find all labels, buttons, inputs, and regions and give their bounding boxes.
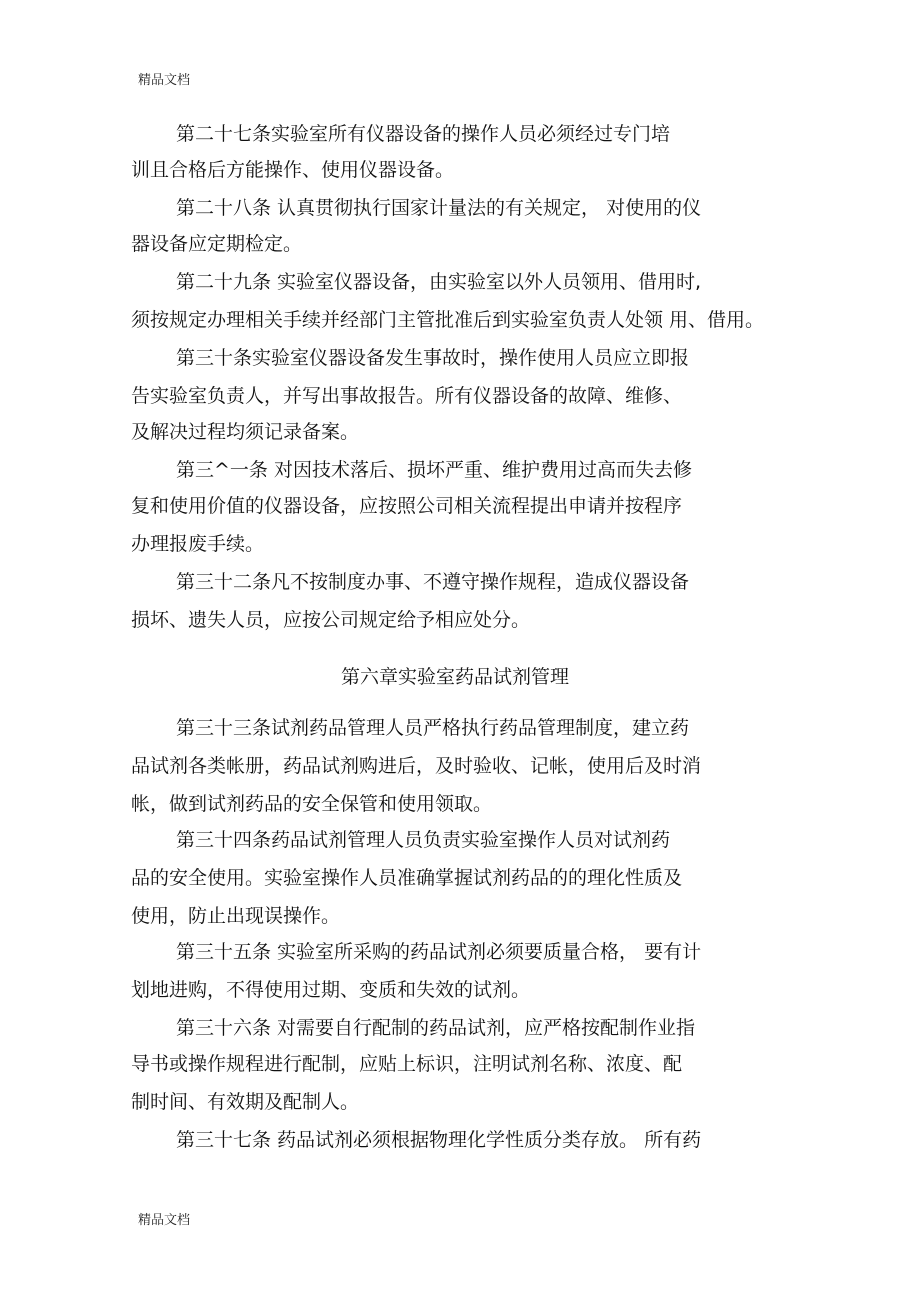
- article-27-line-1: 第二十七条实验室所有仪器设备的操作人员必须经过专门培: [176, 123, 671, 145]
- page-footer-label: 精品文档: [138, 1213, 191, 1228]
- article-28-line-1: 第二十八条 认真贯彻执行国家计量法的有关规定， 对使用的仪: [176, 197, 702, 219]
- chapter-title: 第六章实验室药品试剂管理: [340, 666, 569, 688]
- page-header-label: 精品文档: [138, 73, 191, 88]
- article-33-line-3: 帐，做到试剂药品的安全保管和使用领取。: [131, 793, 493, 815]
- article-36-line-2: 导书或操作规程进行配制，应贴上标识，注明试剂名称、浓度、配: [131, 1053, 683, 1075]
- article-30-line-2: 告实验室负责人，并写出事故报告。所有仪器设备的故障、维修、: [131, 385, 683, 407]
- article-32-line-2: 损坏、遗失人员，应按公司规定给予相应处分。: [131, 609, 531, 631]
- article-31-line-3: 办理报废手续。: [131, 533, 265, 555]
- article-33-line-1: 第三十三条试剂药品管理人员严格执行药品管理制度，建立药: [176, 717, 690, 739]
- article-34-line-1: 第三十四条药品试剂管理人员负责实验室操作人员对试剂药: [176, 829, 671, 851]
- article-35-line-1: 第三十五条 实验室所采购的药品试剂必须要质量合格， 要有计: [176, 941, 702, 963]
- article-31-line-2: 复和使用价值的仪器设备，应按照公司相关流程提出申请并按程序: [131, 495, 683, 517]
- article-30-line-3: 及解决过程均须记录备案。: [131, 421, 360, 443]
- article-35-line-2: 划地进购，不得使用过期、变质和失效的试剂。: [131, 979, 531, 1001]
- article-37-line-1: 第三十七条 药品试剂必须根据物理化学性质分类存放。 所有药: [176, 1129, 702, 1151]
- article-30-line-1: 第三十条实验室仪器设备发生事故时，操作使用人员应立即报: [176, 347, 690, 369]
- article-27-line-2: 训且合格后方能操作、使用仪器设备。: [131, 159, 455, 181]
- article-29-line-1: 第二十九条 实验室仪器设备，由实验室以外人员领用、借用时,: [176, 271, 702, 293]
- article-34-line-3: 使用，防止出现误操作。: [131, 905, 341, 927]
- article-36-line-3: 制时间、有效期及配制人。: [131, 1091, 360, 1113]
- article-29-line-2: 须按规定办理相关手续并经部门主管批准后到实验室负责人处领 用、借用。: [131, 309, 765, 331]
- article-32-line-1: 第三十二条凡不按制度办事、不遵守操作规程，造成仪器设备: [176, 571, 690, 593]
- article-36-line-1: 第三十六条 对需要自行配制的药品试剂，应严格按配制作业指: [176, 1017, 696, 1039]
- article-34-line-2: 品的安全使用。实验室操作人员准确掌握试剂药品的的理化性质及: [131, 867, 683, 889]
- article-31-line-1: 第三^一条 对因技术落后、损坏严重、维护费用过高而失去修: [176, 459, 692, 481]
- article-28-line-2: 器设备应定期检定。: [131, 233, 303, 255]
- article-33-line-2: 品试剂各类帐册，药品试剂购进后，及时验收、记帐，使用后及时消: [131, 755, 702, 777]
